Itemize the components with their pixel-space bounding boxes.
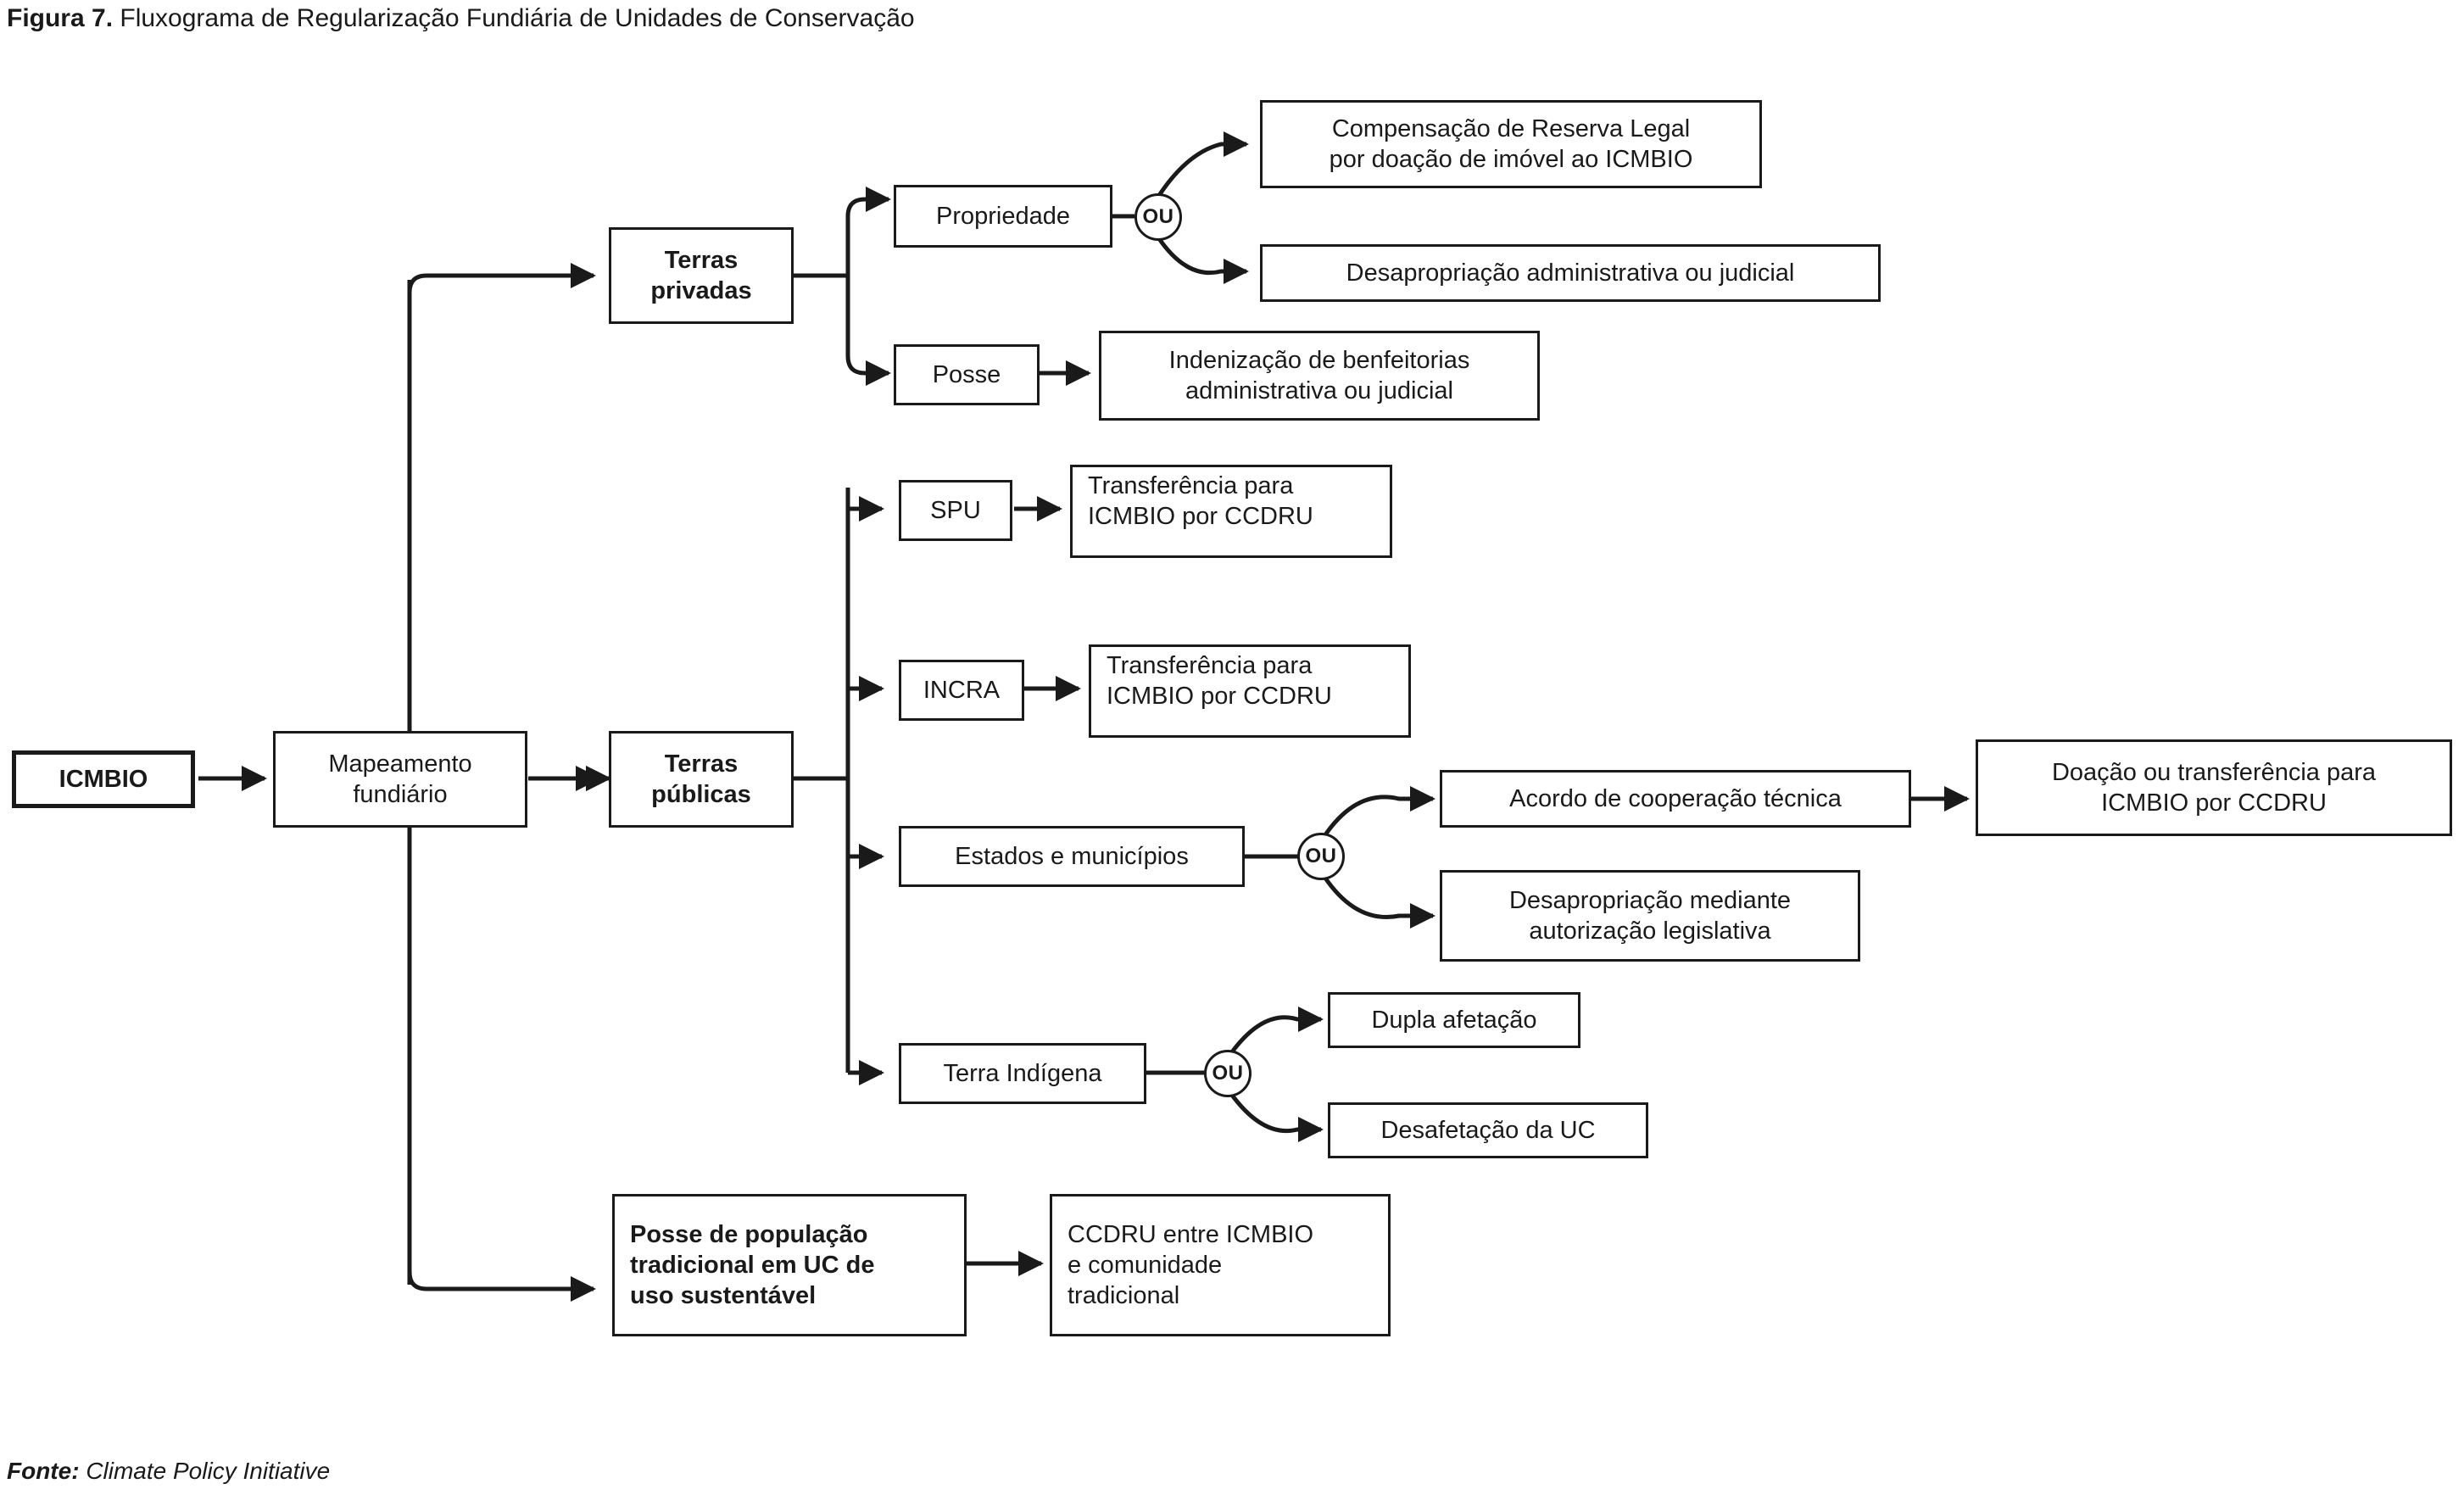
- node-mapeamento-line1: Mapeamento: [328, 750, 472, 778]
- node-indenizacao-line1: Indenização de benfeitorias: [1168, 347, 1470, 374]
- node-incra[interactable]: [899, 660, 1024, 721]
- node-transferencia-spu[interactable]: [1070, 465, 1392, 558]
- node-terras-publicas-line1: Terras: [664, 750, 739, 778]
- node-posse-populacao-tradicional[interactable]: [612, 1194, 967, 1336]
- node-desapropriacao-leg-line2: autorização legislativa: [1529, 918, 1771, 945]
- junction-ou-estados: [1297, 833, 1345, 880]
- figure-source-value: Climate Policy Initiative: [86, 1458, 331, 1484]
- node-ccdru-comunidade-line1: CCDRU entre ICMBIO: [1068, 1221, 1314, 1248]
- node-transferencia-incra-line1: Transferência para: [1107, 652, 1313, 679]
- node-spu-label: SPU: [930, 497, 981, 524]
- node-desapropriacao-administrativa[interactable]: [1260, 244, 1881, 302]
- node-transferencia-spu-line2: ICMBIO por CCDRU: [1088, 503, 1313, 530]
- node-terras-publicas-line2: públicas: [651, 781, 751, 808]
- node-terras-privadas-line1: Terras: [664, 247, 739, 274]
- node-acordo-cooperacao[interactable]: [1440, 770, 1911, 828]
- node-mapeamento-fundiario[interactable]: [273, 731, 527, 828]
- node-transferencia-incra-line2: ICMBIO por CCDRU: [1107, 683, 1332, 710]
- node-incra-label: INCRA: [923, 677, 1001, 704]
- junction-ou-estados-label: OU: [1305, 845, 1337, 867]
- node-dupla-afetacao[interactable]: [1328, 992, 1580, 1048]
- node-propriedade[interactable]: [894, 185, 1112, 248]
- node-transferencia-incra[interactable]: [1089, 644, 1411, 738]
- node-desapropriacao-adm-label: Desapropriação administrativa ou judicial: [1346, 259, 1795, 287]
- node-doacao-line2: ICMBIO por CCDRU: [2101, 789, 2327, 817]
- junction-ou-propriedade-label: OU: [1142, 205, 1174, 228]
- node-posse-label: Posse: [932, 361, 1001, 388]
- node-terras-privadas-line2: privadas: [650, 277, 752, 304]
- node-terra-indigena-label: Terra Indígena: [943, 1060, 1102, 1087]
- figure-title: Fluxograma de Regularização Fundiária de Unidades de Conservação: [120, 4, 915, 32]
- node-spu[interactable]: [899, 480, 1012, 541]
- node-icmbio[interactable]: [12, 750, 195, 808]
- node-ccdru-comunidade-line2: e comunidade: [1068, 1252, 1223, 1279]
- node-estados-label: Estados e municípios: [955, 843, 1189, 870]
- node-compensacao-line2: por doação de imóvel ao ICMBIO: [1329, 146, 1693, 173]
- node-mapeamento-line2: fundiário: [353, 781, 448, 808]
- node-propriedade-label: Propriedade: [936, 203, 1070, 230]
- node-indenizacao-line2: administrativa ou judicial: [1185, 377, 1453, 404]
- node-doacao-line1: Doação ou transferência para: [2051, 759, 2377, 786]
- node-indenizacao-benfeitorias[interactable]: [1099, 331, 1540, 421]
- node-acordo-label: Acordo de cooperação técnica: [1509, 785, 1842, 812]
- junction-ou-terra-indigena-label: OU: [1212, 1062, 1244, 1085]
- node-posse[interactable]: [894, 344, 1040, 405]
- node-posse-tradicional-line3: uso sustentável: [630, 1282, 817, 1309]
- node-compensacao-reserva-legal[interactable]: [1260, 100, 1762, 188]
- node-posse-tradicional-line1: Posse de população: [630, 1221, 868, 1248]
- figure-source: [7, 1457, 330, 1486]
- node-terras-privadas[interactable]: [609, 227, 794, 324]
- node-doacao-transferencia[interactable]: [1976, 739, 2452, 836]
- figure-source-label: Fonte:: [7, 1458, 80, 1484]
- node-compensacao-line1: Compensação de Reserva Legal: [1331, 115, 1691, 142]
- figure-number: Figura 7.: [7, 4, 114, 32]
- node-icmbio-label: ICMBIO: [59, 766, 148, 793]
- node-dupla-afetacao-label: Dupla afetação: [1371, 1007, 1537, 1034]
- junction-ou-terra-indigena: [1204, 1050, 1252, 1097]
- figure-caption: [7, 3, 915, 34]
- node-estados-municipios[interactable]: [899, 826, 1245, 887]
- node-terra-indigena[interactable]: [899, 1043, 1146, 1104]
- node-terras-publicas[interactable]: [609, 731, 794, 828]
- node-desafetacao-label: Desafetação da UC: [1380, 1117, 1596, 1144]
- node-ccdru-comunidade[interactable]: [1050, 1194, 1391, 1336]
- node-desapropriacao-legislativa[interactable]: [1440, 870, 1860, 962]
- junction-ou-propriedade: [1134, 193, 1182, 241]
- node-transferencia-spu-line1: Transferência para: [1088, 472, 1294, 499]
- node-ccdru-comunidade-line3: tradicional: [1068, 1282, 1180, 1309]
- node-desapropriacao-leg-line1: Desapropriação mediante: [1508, 887, 1792, 914]
- node-desafetacao-uc[interactable]: [1328, 1102, 1648, 1158]
- node-posse-tradicional-line2: tradicional em UC de: [630, 1252, 875, 1279]
